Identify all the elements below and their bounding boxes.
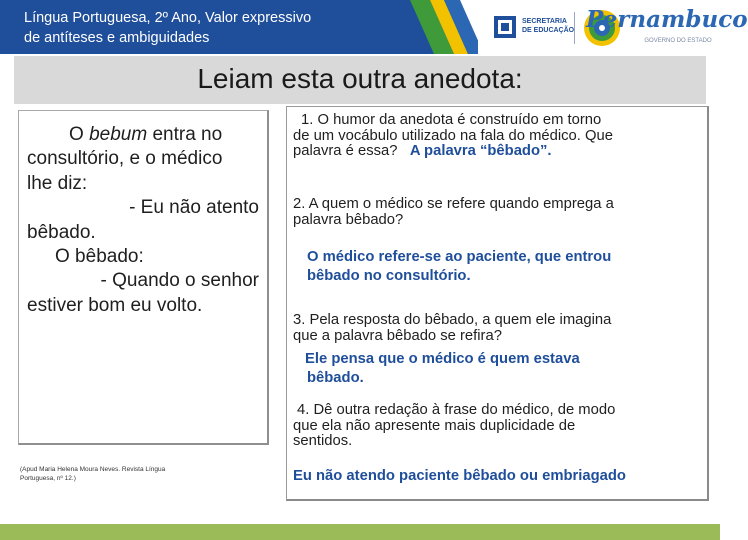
answer-3-line1: Ele pensa que o médico é quem estava: [305, 351, 580, 367]
question-4: [293, 403, 705, 450]
lesson-title: [24, 8, 404, 48]
question-3-line1: 3. Pela resposta do bêbado, a quem ele imagina: [293, 312, 612, 328]
answer-3: [305, 350, 695, 388]
citation-line2: Portuguesa, nº 12.): [20, 475, 76, 482]
question-2-line1: 2. A quem o médico se refere quando emprega a: [293, 196, 614, 212]
secretaria-label: [522, 17, 582, 35]
question-1-line2: de um vocábulo utilizado na fala do médico. Que: [293, 127, 613, 144]
story-line-1-pre: O: [69, 124, 90, 145]
question-4-line2: que ela não apresente mais duplicidade de: [293, 417, 576, 434]
question-4-line1: 4. Dê outra redação à frase do médico, de modo: [297, 402, 616, 418]
brand-wordmark: Pernambuco: [586, 6, 748, 33]
question-3: [293, 313, 701, 344]
slide-title: Leiam esta outra anedota:: [197, 63, 523, 94]
story-line-7: - Quando o senhor: [100, 270, 259, 292]
brand-subtitle: GOVERNO DO ESTADO: [644, 38, 712, 44]
question-4-line3: sentidos.: [293, 433, 353, 449]
story-line-4: - Eu não atento: [129, 197, 259, 219]
question-2: [293, 197, 701, 228]
source-citation: [20, 465, 230, 483]
slide-title-bar: [14, 56, 706, 104]
story-line-8: estiver bom eu volto.: [27, 294, 203, 316]
question-1-line1: 1. O humor da anedota é construído em torno: [301, 112, 602, 128]
question-2-line2: palavra bêbado?: [293, 211, 404, 228]
story-line-5: bêbado.: [27, 221, 96, 243]
anecdote-box: [18, 110, 269, 445]
lesson-title-line2: de antíteses e ambiguidades: [24, 30, 210, 46]
story-line-1-post: entra no: [147, 124, 223, 145]
question-3-line2: que a palavra bêbado se refira?: [293, 327, 502, 344]
answer-4: Eu não atendo paciente bêbado ou embriagado: [293, 468, 626, 484]
question-1-ask: palavra é essa?: [293, 143, 398, 159]
citation-line1: (Apud Maria Helena Moura Neves. Revista Língua: [20, 466, 166, 473]
logo-divider: [574, 12, 575, 44]
decorative-stripes-icon: [410, 0, 480, 54]
lesson-title-line1: Língua Portuguesa, 2º Ano, Valor expressivo: [24, 10, 312, 26]
secretaria-emblem-icon: [494, 16, 516, 38]
story-emphasis-bebum: bebum: [89, 124, 148, 145]
secretaria-line2: DE EDUCAÇÃO: [522, 27, 575, 34]
question-1-line3: [293, 144, 701, 160]
secretaria-line1: SECRETARIA: [522, 18, 567, 25]
story-line-3: lhe diz:: [27, 172, 88, 194]
question-1: [293, 113, 701, 160]
answer-2: [307, 248, 697, 286]
answer-2-line1: O médico refere-se ao paciente, que entrou: [307, 249, 612, 265]
story-line-2: consultório, e o médico: [27, 148, 223, 170]
answer-1: A palavra “bêbado”.: [409, 143, 552, 159]
answer-2-line2: bêbado no consultório.: [307, 268, 471, 284]
footer-strip: [0, 524, 720, 540]
government-logo-block: [478, 0, 748, 54]
questions-box: [286, 106, 709, 501]
story-line-1: [27, 123, 259, 147]
story-line-6: O bêbado:: [55, 246, 144, 268]
header-bar: [0, 0, 748, 54]
answer-3-line2: bêbado.: [307, 370, 364, 386]
anecdote-text: [27, 123, 259, 318]
